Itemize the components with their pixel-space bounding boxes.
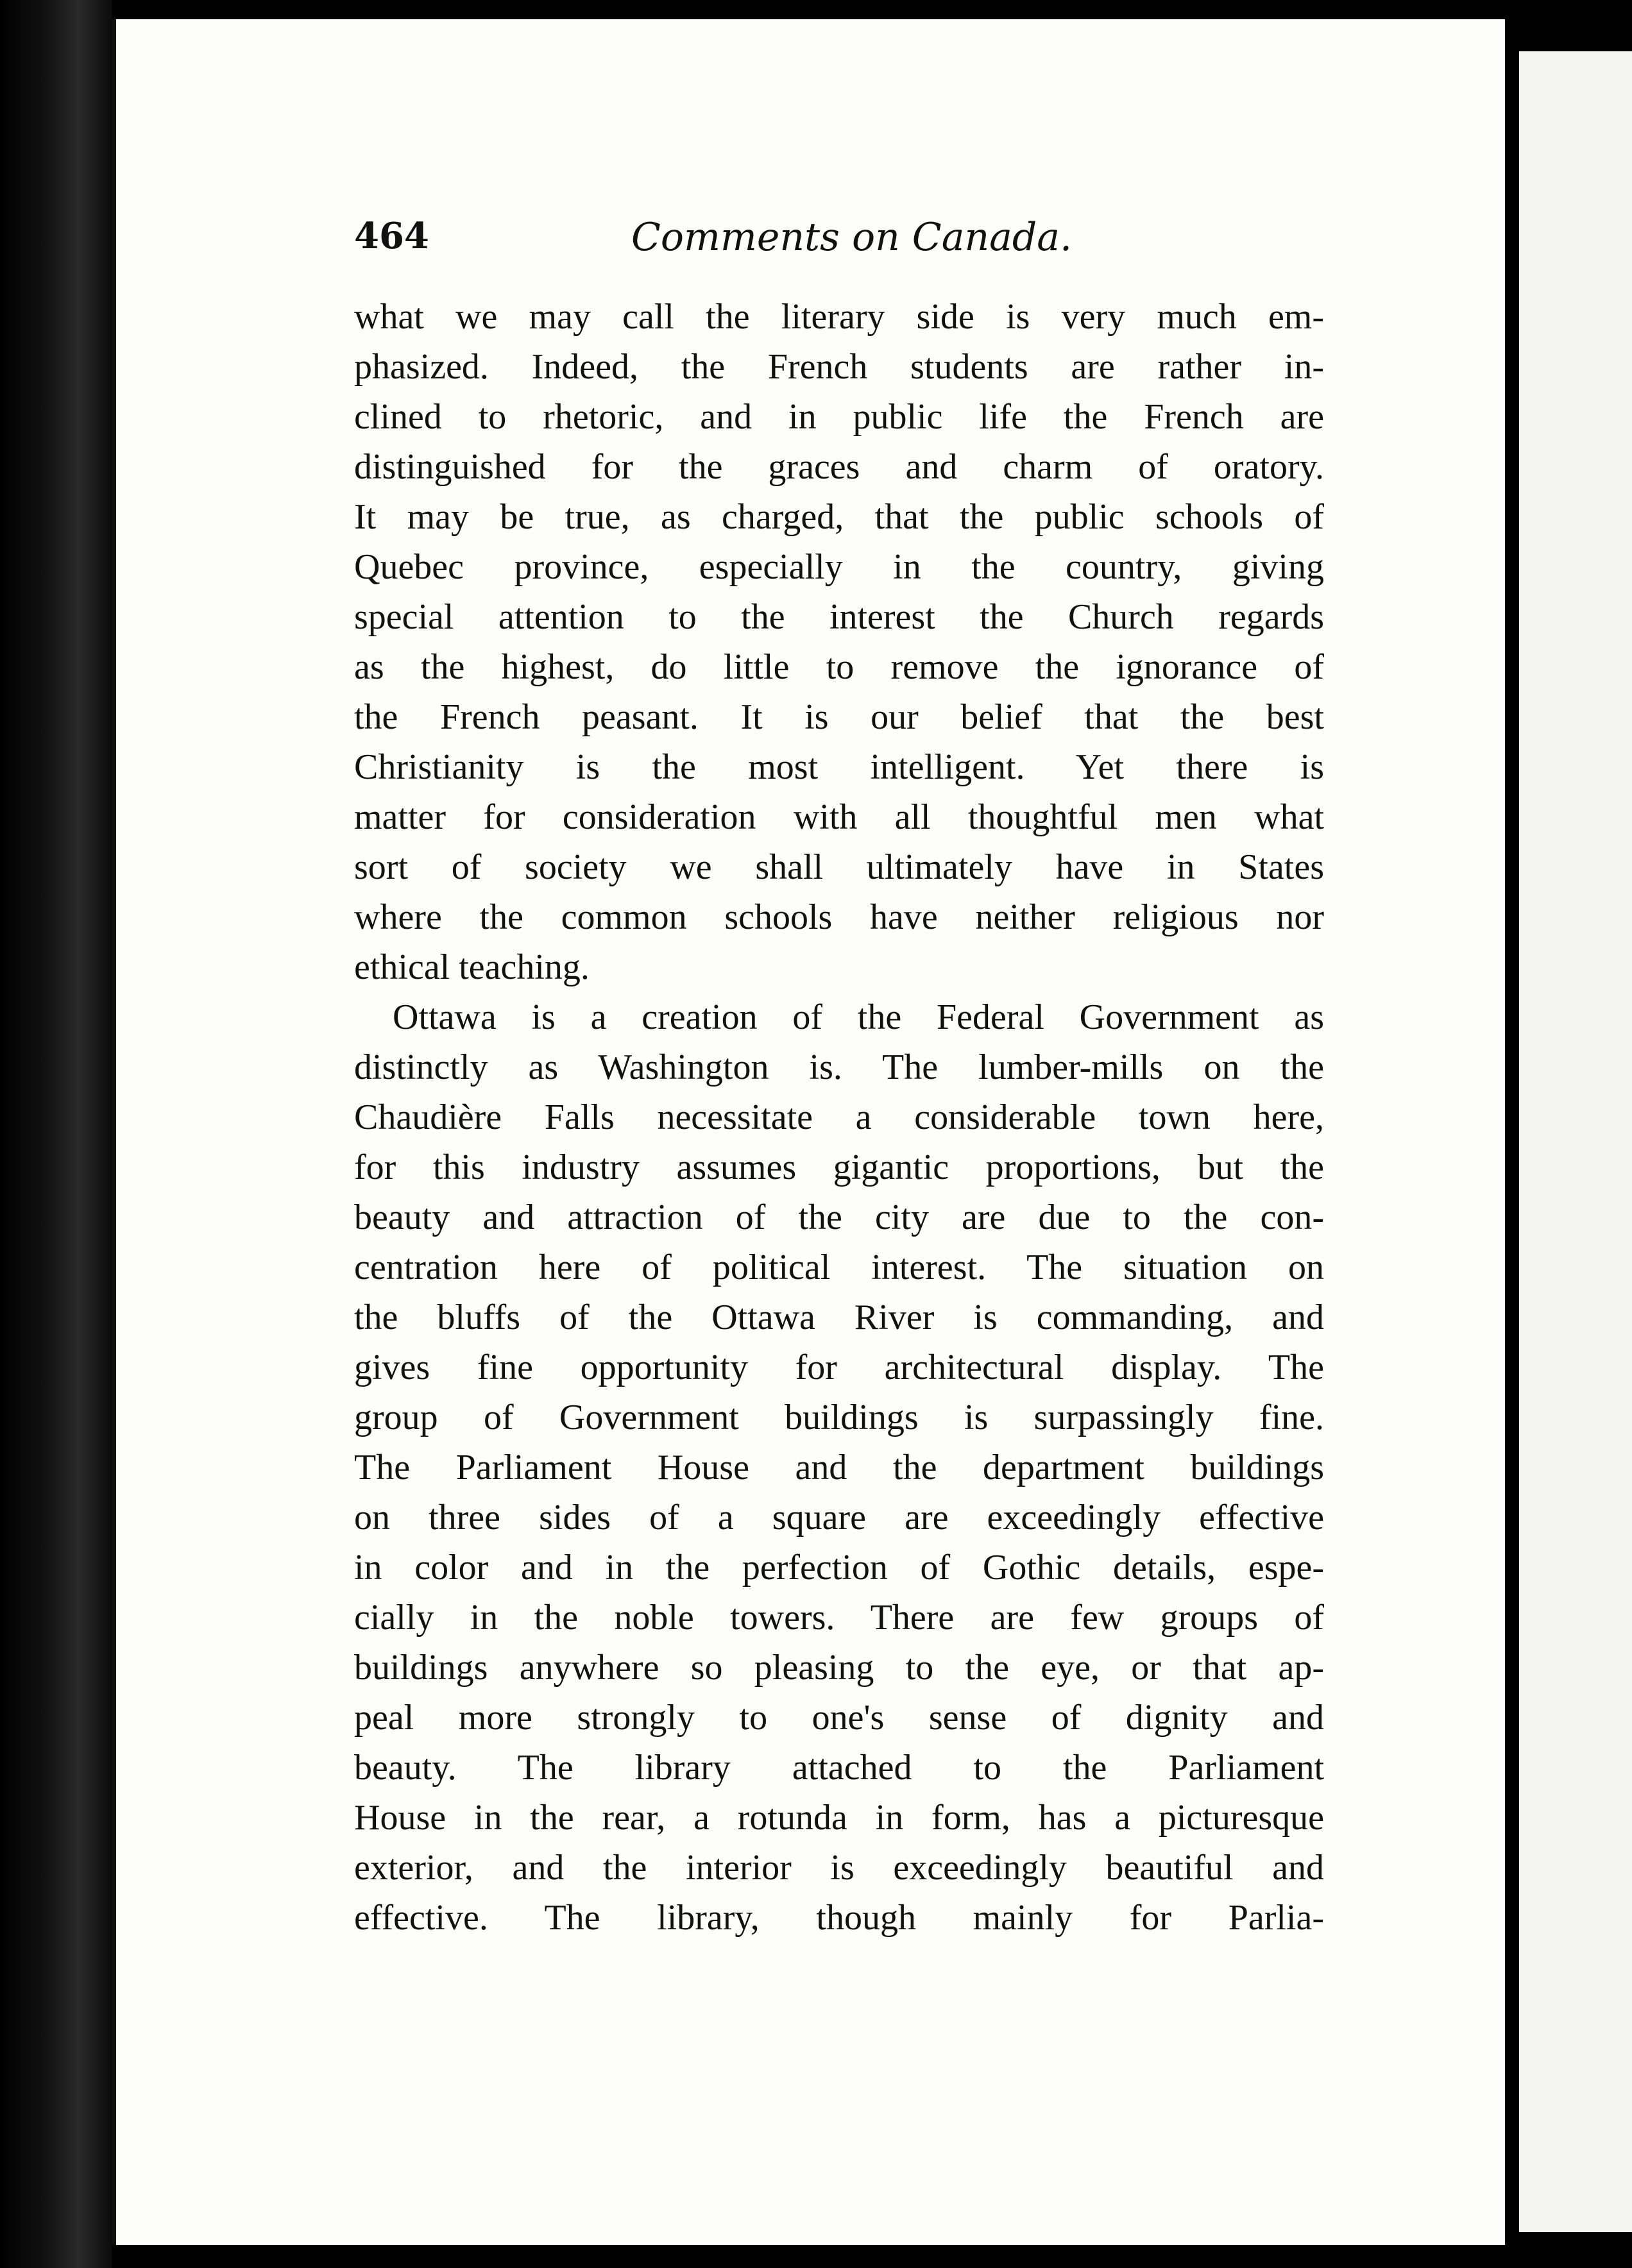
text-line: effective. The library, though mainly for Parlia-: [354, 1898, 1324, 1938]
text-line: cially in the noble towers. There are few groups of: [354, 1598, 1324, 1638]
text-line: what we may call the literary side is very much em-: [354, 297, 1324, 337]
text-line: buildings anywhere so pleasing to the eye, or that ap-: [354, 1648, 1324, 1688]
text-line: Ottawa is a creation of the Federal Government as: [393, 997, 1324, 1037]
page-number: 464: [354, 215, 429, 257]
text-line: House in the rear, a rotunda in form, has a picturesque: [354, 1798, 1324, 1838]
text-line: group of Government buildings is surpassingly fine.: [354, 1398, 1324, 1437]
paragraph-2: [354, 992, 1324, 1943]
text-line: clined to rhetoric, and in public life the French are: [354, 397, 1324, 437]
text-line: distinctly as Washington is. The lumber-mills on the: [354, 1047, 1324, 1087]
body-text: [354, 292, 1324, 1943]
text-line: the French peasant. It is our belief that the best: [354, 697, 1324, 737]
text-line: where the common schools have neither religious nor: [354, 897, 1324, 937]
text-line: special attention to the interest the Church regards: [354, 597, 1324, 637]
book-spine-shadow: [0, 0, 112, 2268]
text-line: centration here of political interest. The situation on: [354, 1248, 1324, 1287]
text-line: Christianity is the most intelligent. Yet there is: [354, 747, 1324, 787]
text-line: It may be true, as charged, that the public schools of: [354, 497, 1324, 537]
text-line: exterior, and the interior is exceedingly beautiful and: [354, 1848, 1324, 1888]
text-line: phasized. Indeed, the French students are rather in-: [354, 347, 1324, 387]
text-line: peal more strongly to one's sense of dignity and: [354, 1698, 1324, 1738]
running-title: Comments on Canada.: [631, 215, 1073, 260]
text-line: as the highest, do little to remove the ignorance of: [354, 647, 1324, 687]
text-line: on three sides of a square are exceedingly effective: [354, 1498, 1324, 1537]
text-line: beauty and attraction of the city are due to the con-: [354, 1197, 1324, 1237]
text-line: in color and in the perfection of Gothic details, espe-: [354, 1548, 1324, 1587]
paragraph-1: [354, 292, 1324, 992]
text-line: for this industry assumes gigantic proportions, but the: [354, 1147, 1324, 1187]
text-line: The Parliament House and the department buildings: [354, 1448, 1324, 1487]
text-line: gives fine opportunity for architectural display. The: [354, 1348, 1324, 1387]
text-line: beauty. The library attached to the Parliament: [354, 1748, 1324, 1788]
page-header: [354, 215, 1323, 266]
text-line: Chaudière Falls necessitate a considerable town here,: [354, 1097, 1324, 1137]
text-line: matter for consideration with all thoughtful men what: [354, 797, 1324, 837]
text-line: Quebec province, especially in the country, giving: [354, 547, 1324, 587]
text-line: sort of society we shall ultimately have in States: [354, 847, 1324, 887]
text-line: distinguished for the graces and charm of oratory.: [354, 447, 1324, 487]
adjacent-page-edge: [1519, 51, 1632, 2232]
text-line: ethical teaching.: [354, 947, 590, 987]
text-line: the bluffs of the Ottawa River is commanding, and: [354, 1298, 1324, 1337]
